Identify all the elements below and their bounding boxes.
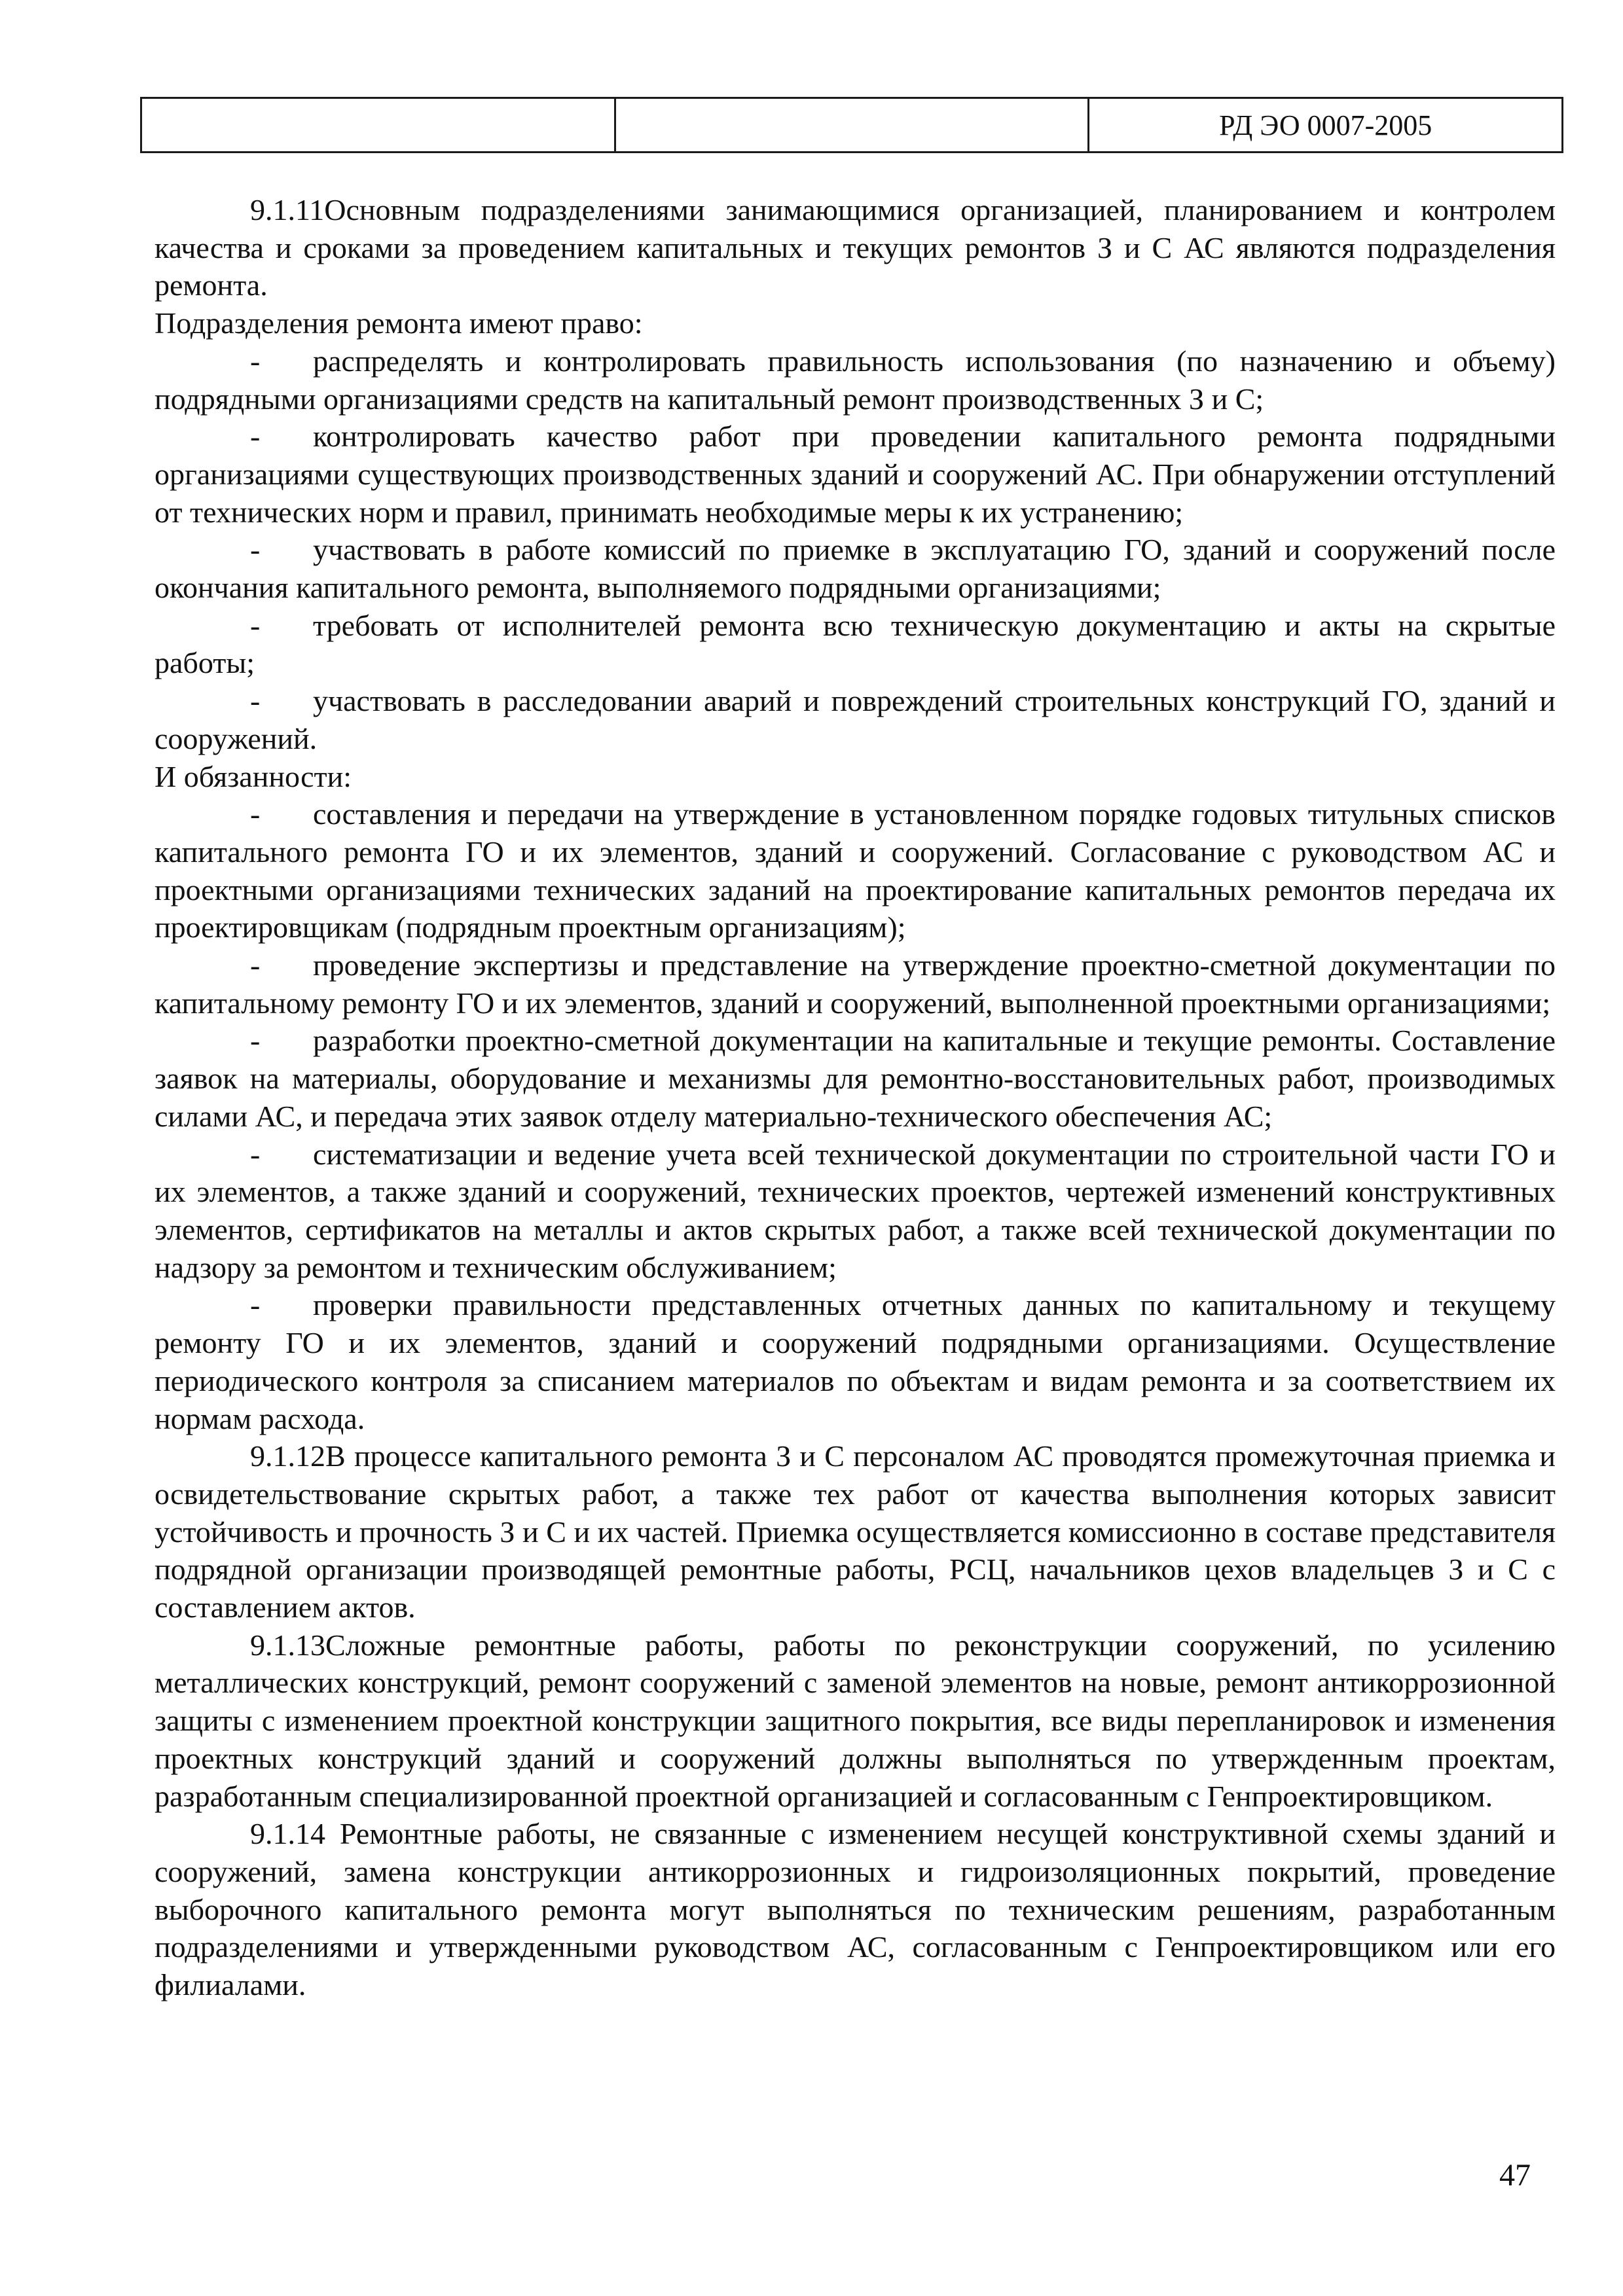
header-doc-code: РД ЭО 0007-2005 bbox=[1089, 98, 1563, 152]
rights-item bbox=[155, 682, 1556, 757]
duties-item bbox=[155, 946, 1556, 1022]
bullet-dash: - bbox=[250, 533, 261, 567]
paragraph-9-1-11: 9.1.11Основным подразделениями занимающимися организацией, планированием и контролем качества и сроками за проведением капитальных и текущих ремонтов З и С АС являются подразделения ремонта. bbox=[155, 193, 1556, 302]
duties-item bbox=[155, 795, 1556, 946]
duties-item-text: систематизации и ведение учета всей технической документации по строительной части ГО и их элементов, а также зданий и сооружений, технических проектов, чертежей изменений конструктивных элементов, сертификатов на металлы и актов скрытых работ, а также всей технической документации по надзору за ремонтом и техническим обслуживанием; bbox=[155, 1137, 1556, 1284]
rights-item-text: контролировать качество работ при проведении капитального ремонта подрядными организациями существующих производственных зданий и сооружений АС. При обнаружении отступлений от технических норм и правил, принимать необходимые меры к их устранению; bbox=[155, 420, 1556, 529]
header-cell-empty-2 bbox=[615, 98, 1089, 152]
document-body bbox=[155, 191, 1556, 2004]
rights-item-text: участвовать в работе комиссий по приемке в эксплуатацию ГО, зданий и сооружений после окончания капитального ремонта, выполняемого подрядными организациями; bbox=[155, 533, 1556, 605]
paragraph-9-1-13: 9.1.13Сложные ремонтные работы, работы по реконструкции сооружений, по усилению металлических конструкций, ремонт сооружений с заменой элементов на новые, ремонт антикоррозионной защиты с изменением проектной конструкции защитного покрытия, все виды перепланировок и изменения проектных конструкций зданий и сооружений должны выполняться по утвержденным проектам, разработанным специализированной проектной организацией и согласованным с Генпроектировщиком. bbox=[155, 1628, 1556, 1813]
bullet-dash: - bbox=[250, 344, 261, 378]
header-cell-empty-1 bbox=[141, 98, 615, 152]
duties-item bbox=[155, 1286, 1556, 1437]
paragraph-9-1-14: 9.1.14 Ремонтные работы, не связанные с изменением несущей конструктивной схемы зданий и сооружений, замена конструкции антикоррозионных и гидроизоляционных покрытий, проведение выборочного капитального ремонта могут выполняться по техническим решениям, разработанным подразделениями и утвержденными руководством АС, согласованным с Генпроектировщиком или его филиалами. bbox=[155, 1817, 1556, 2002]
bullet-dash: - bbox=[250, 1288, 261, 1322]
bullet-dash: - bbox=[250, 608, 261, 642]
rights-item-text: участвовать в расследовании аварий и повреждений строительных конструкций ГО, зданий и сооружений. bbox=[155, 684, 1556, 755]
bullet-dash: - bbox=[250, 1137, 261, 1171]
rights-item bbox=[155, 531, 1556, 606]
rights-intro: Подразделения ремонта имеют право: bbox=[155, 306, 643, 340]
duties-item-text: разработки проектно-сметной документации на капитальные и текущие ремонты. Составление заявок на материалы, оборудование и механизмы для ремонтно-восстановительных работ, производимых силами АС, и передача этих заявок отделу материально-технического обеспечения АС; bbox=[155, 1024, 1556, 1133]
bullet-dash: - bbox=[250, 420, 261, 454]
rights-item bbox=[155, 342, 1556, 418]
rights-item-text: распределять и контролировать правильность использования (по назначению и объему) подрядными организациями средств на капитальный ремонт производственных З и С; bbox=[155, 344, 1556, 416]
duties-item-text: проведение экспертизы и представление на утверждение проектно-сметной документации по капитальному ремонту ГО и их элементов, зданий и сооружений, выполненной проектными организациями; bbox=[155, 948, 1556, 1020]
duties-item bbox=[155, 1022, 1556, 1135]
header-row bbox=[141, 98, 1563, 152]
duties-intro: И обязанности: bbox=[155, 759, 352, 793]
document-header-table bbox=[140, 97, 1563, 153]
paragraph-9-1-12: 9.1.12В процессе капитального ремонта З и С персоналом АС проводятся промежуточная приемка и освидетельствование скрытых работ, а также тех работ от качества выполнения которых зависит устойчивость и прочность З и С и их частей. Приемка осуществляется комиссионно в составе представителя подрядной организации производящей ремонтные работы, РСЦ, начальников цехов владельцев З и С с составлением актов. bbox=[155, 1439, 1556, 1624]
duties-item-text: проверки правильности представленных отчетных данных по капитальному и текущему ремонту ГО и их элементов, зданий и сооружений подрядными организациями. Осуществление периодического контроля за списанием материалов по объектам и видам ремонта и за соответствием их нормам расхода. bbox=[155, 1288, 1556, 1435]
duties-item bbox=[155, 1136, 1556, 1287]
rights-item-text: требовать от исполнителей ремонта всю техническую документацию и акты на скрытые работы; bbox=[155, 608, 1556, 680]
bullet-dash: - bbox=[250, 684, 261, 718]
duties-item-text: составления и передачи на утверждение в установленном порядке годовых титульных списков капитального ремонта ГО и их элементов, зданий и сооружений. Согласование с руководством АС и проектными организациями технических заданий на проектирование капитальных ремонтов передача их проектировщикам (подрядным проектным организациям); bbox=[155, 797, 1556, 944]
page-number: 47 bbox=[1499, 2158, 1531, 2193]
rights-item bbox=[155, 418, 1556, 531]
rights-item bbox=[155, 607, 1556, 682]
bullet-dash: - bbox=[250, 1024, 261, 1058]
bullet-dash: - bbox=[250, 797, 261, 831]
bullet-dash: - bbox=[250, 948, 261, 982]
